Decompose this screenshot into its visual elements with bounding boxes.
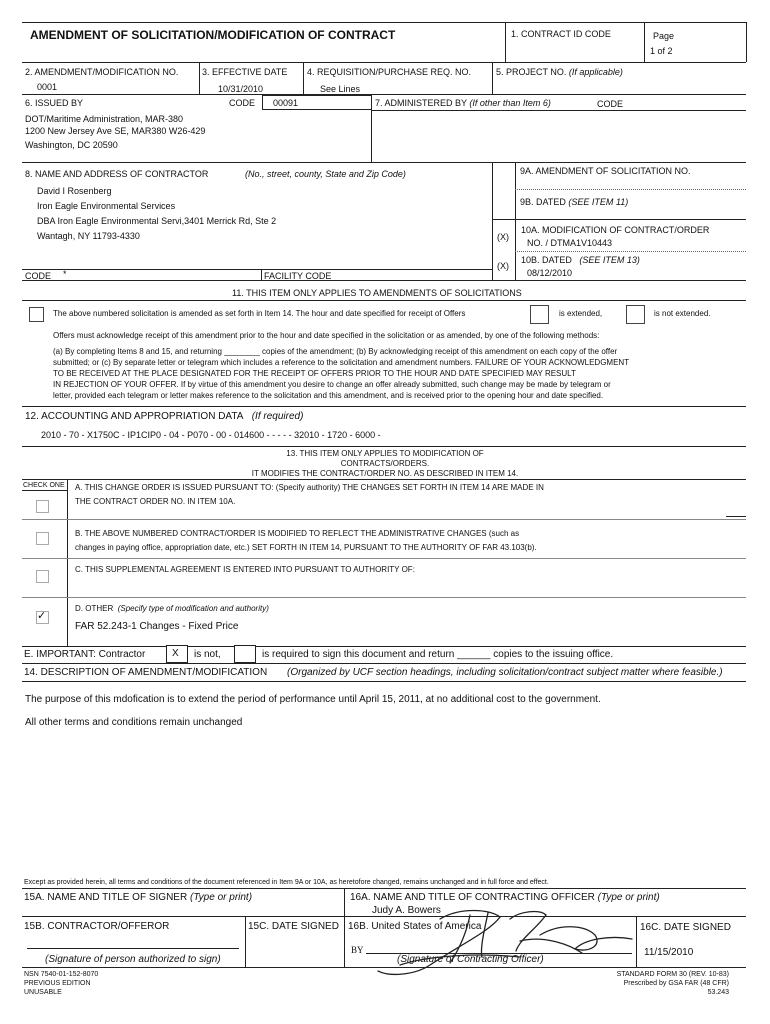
item-11-line1: The above numbered solicitation is amended as set forth in Item 14. The hour and date specified for receipt of Offers [53, 309, 466, 318]
requisition-value: See Lines [320, 84, 361, 94]
item-9a: 9A. AMENDMENT OF SOLICITATION NO. [520, 166, 691, 176]
item-12-label: 12. ACCOUNTING AND APPROPRIATION DATA [25, 411, 244, 422]
is-extended: is extended, [559, 309, 603, 318]
item-12-value: 2010 - 70 - X1750C - IP1CIP0 - 04 - P070 - 00 - 014600 - - - - - 32010 - 1720 - 6000 - [41, 430, 381, 440]
signature-person-caption: (Signature of person authorized to sign) [45, 954, 221, 965]
administered-code-label: CODE [597, 99, 624, 109]
item-14-hint: (Organized by UCF section headings, including solicitation/contract subject matter where feasible.) [287, 667, 723, 678]
item-13d-line2: FAR 52.243-1 Changes - Fixed Price [75, 621, 239, 632]
amendment-no: 0001 [37, 82, 58, 92]
contractor-label: 8. NAME AND ADDRESS OF CONTRACTOR [25, 169, 209, 179]
issued-by-label: 6. ISSUED BY [25, 98, 84, 108]
contract-id-label: 1. CONTRACT ID CODE [511, 29, 611, 39]
effective-date-label: 3. EFFECTIVE DATE [202, 67, 288, 77]
project-label: 5. PROJECT NO. [496, 67, 567, 77]
issued-by-address: DOT/Maritime Administration, MAR-380 1200 New Jersey Ave SE, MAR380 W26-429 Washington, DC 20590 [25, 114, 206, 150]
date-signed: 11/15/2010 [644, 947, 694, 958]
contractor-city: Wantagh, NY 11793-4330 [37, 231, 140, 241]
contractor-code-label: CODE [25, 271, 52, 281]
administered-label: 7. ADMINISTERED BY [375, 98, 467, 108]
item-9b-hint: (SEE ITEM 11) [568, 197, 629, 207]
amendment-no-label: 2. AMENDMENT/MODIFICATION NO. [25, 67, 179, 77]
standard-form-block: STANDARD FORM 30 (REV. 10-83) Prescribed by GSA FAR (48 CFR) 53.243 [616, 971, 729, 996]
item-10b-date: 08/12/2010 [527, 268, 573, 278]
important-x-mark: X [172, 648, 179, 659]
mark-10a: (X) [497, 232, 509, 242]
item-13b-line1: B. THE ABOVE NUMBERED CONTRACT/ORDER IS MODIFIED TO REFLECT THE ADMINISTRATIVE CHANGES (such as [75, 529, 520, 538]
issued-code: 00091 [273, 98, 299, 108]
item-14-text1: The purpose of this mdofication is to extend the period of performance until April 15, 2011, at no additional cost to the government. [25, 694, 601, 705]
not-extended: is not extended. [654, 309, 711, 318]
f16c-label: 16C. DATE SIGNED [640, 922, 731, 933]
item-14-text2: All other terms and conditions remain unchanged [25, 717, 243, 728]
by-label: BY [351, 945, 364, 955]
item-10a: 10A. MODIFICATION OF CONTRACT/ORDER [521, 225, 710, 235]
f15c-label: 15C. DATE SIGNED [248, 921, 339, 932]
extended-checkbox[interactable] [530, 305, 549, 324]
contractor-address: David I Rosenberg Iron Eagle Environmental Services DBA Iron Eagle Environmental Servi,3401 Merrick Rd, Ste 2 [37, 186, 277, 226]
f15a-hint: (Type or print) [189, 892, 253, 903]
contractor-code-value: * [63, 269, 67, 279]
mark-10b: (X) [497, 261, 509, 271]
item-10a-no: NO. / DTMA1V10443 [527, 238, 613, 248]
f16a-hint: (Type or print) [597, 892, 660, 903]
check-mark-icon: ✓ [37, 610, 47, 622]
item-10b-hint: (SEE ITEM 13) [579, 255, 640, 265]
f16a-label: 16A. NAME AND TITLE OF CONTRACTING OFFICER [350, 892, 595, 903]
item-12-hint: (If required) [251, 411, 304, 422]
contracting-officer-name: Judy A. Bowers [372, 905, 441, 916]
item-14-label: 14. DESCRIPTION OF AMENDMENT/MODIFICATION [24, 667, 268, 678]
check-one-label: CHECK ONE [23, 482, 65, 489]
item-13c-checkbox[interactable] [36, 570, 49, 583]
item-13c-line1: C. THIS SUPPLEMENTAL AGREEMENT IS ENTERED INTO PURSUANT TO AUTHORITY OF: [75, 565, 415, 574]
nsn-block: NSN 7540-01-152-8070 PREVIOUS EDITION UNUSABLE [24, 971, 99, 996]
item-11-line2: Offers must acknowledge receipt of this amendment prior to the hour and date specified in the solicitation or as amended, by one of the following methods: [53, 331, 600, 340]
item-13a-line2: THE CONTRACT ORDER NO. IN ITEM 10A. [75, 497, 236, 506]
item-11-paragraph: (a) By completing Items 8 and 15, and returning ________ copies of the amendment; (b) By acknowledging receipt of this amendment on each copy of the offer submitted; or (c) By separate letter or telegram which includes a reference to the solicitation and amendment numbers. FAILURE OF YOUR ACKNOWLEDGMENT TO BE RECEIVED AT THE PLACE DESIGNATED FOR THE RECEIPT OF OFFERS PRIOR TO THE HOUR AND DATE SPECIFIED MAY RESULT IN REJECTION OF YOUR OFFER. If by virtue of this amendment you desire to change an offer already submitted, such change may be made by telegram or letter, provided each telegram or letter makes reference to the solicitation and this amendment, and is received prior to the opening hour and date specified. [53, 347, 630, 400]
item-11-title: 11. THIS ITEM ONLY APPLIES TO AMENDMENTS OF SOLICITATIONS [232, 288, 522, 298]
item-10b: 10B. DATED [521, 255, 572, 265]
page-label: Page [653, 31, 675, 41]
important-label: E. IMPORTANT: Contractor [24, 649, 146, 660]
item-13a-line1: A. THIS CHANGE ORDER IS ISSUED PURSUANT TO: (Specify authority) THE CHANGES SET FORTH IN ITEM 14 ARE MADE IN [75, 483, 544, 492]
item-13d-line1: D. OTHER [75, 604, 114, 613]
item-13b-checkbox[interactable] [36, 532, 49, 545]
facility-code-label: FACILITY CODE [264, 271, 332, 281]
issued-code-label: CODE [229, 98, 256, 108]
page-of: 1 of 2 [650, 46, 673, 56]
f15b-label: 15B. CONTRACTOR/OFFEROR [24, 921, 170, 932]
officer-signature-drawing [370, 905, 640, 980]
f15a-label: 15A. NAME AND TITLE OF SIGNER [24, 892, 188, 903]
contractor-hint: (No., street, county, State and Zip Code) [245, 169, 406, 179]
requisition-label: 4. REQUISITION/PURCHASE REQ. NO. [307, 67, 472, 77]
except-note: Except as provided herein, all terms and conditions of the document referenced in Item 9A or 10A, as heretofore changed, remains unchanged and in full force and effect. [24, 879, 549, 886]
administered-hint: (If other than Item 6) [469, 98, 551, 108]
contractor-is-required-box[interactable] [234, 645, 256, 663]
effective-date: 10/31/2010 [218, 84, 264, 94]
f16b-label: 16B. United States of America [348, 921, 482, 932]
item-13-title: 13. THIS ITEM ONLY APPLIES TO MODIFICATION OF CONTRACTS/ORDERS. IT MODIFIES THE CONTRACT/ORDER NO. AS DESCRIBED IN ITEM 14. [251, 449, 519, 478]
item-9b: 9B. DATED [520, 197, 566, 207]
not-extended-checkbox[interactable] [626, 305, 645, 324]
contractor-signature-line [27, 948, 239, 949]
project-hint: (If applicable) [568, 67, 623, 77]
item-13a-checkbox[interactable] [36, 500, 49, 513]
dash-mark [726, 516, 746, 517]
important-is-not: is not, [194, 649, 221, 660]
signature-officer-caption: (Signature of Contracting Officer) [397, 954, 544, 965]
form-title: AMENDMENT OF SOLICITATION/MODIFICATION OF CONTRACT [30, 28, 396, 42]
important-required: is required to sign this document and return ______ copies to the issuing office. [262, 649, 614, 660]
item-13b-line2: changes in paying office, appropriation date, etc.) SET FORTH IN ITEM 14, PURSUANT TO THE AUTHORITY OF FAR 43.103(b). [75, 543, 537, 552]
solicitation-amended-checkbox[interactable] [29, 307, 44, 322]
item-13d-hint: (Specify type of modification and authority) [117, 604, 269, 613]
